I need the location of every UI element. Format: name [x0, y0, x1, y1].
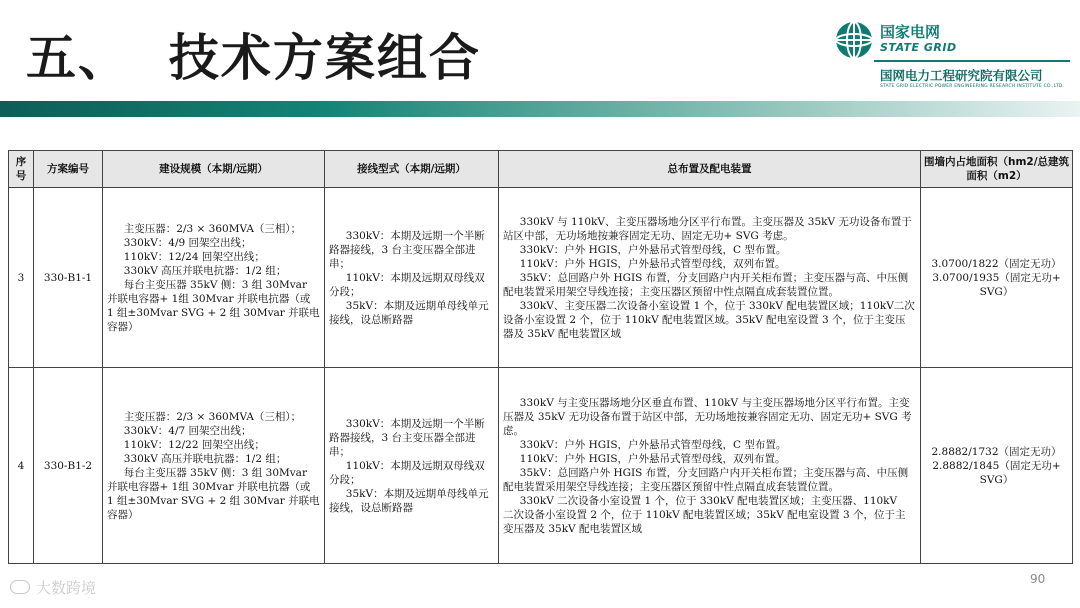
row-area — [921, 368, 1073, 564]
table-row — [9, 188, 1073, 368]
header-wiring: 接线型式（本期/远期） — [325, 151, 499, 188]
watermark-text: 大数跨境 — [36, 579, 97, 597]
layout-line: 二次设备小室设置 2 个，位于 110kV 配电装置区域；35kV 配电室设置 3 个，位于主变压器及 35kV 配电装置区域 — [503, 508, 906, 535]
layout-line: 110kV：户外 HGIS，户外悬吊式管型母线，双列布置。 — [519, 452, 786, 465]
layout-line: 330kV：户外 HGIS，户外悬吊式管型母线，C 型布置。 — [519, 243, 787, 256]
watermark-icon — [10, 580, 30, 594]
logo-institute-en-name: STATE GRID ELECTRIC POWER ENGINEERING RESEARCH INSTITUTE CO.,LTD. — [880, 84, 1065, 89]
layout-line: 330kV、主变压器二次设备小室设置 1 个，位于 330kV 配电装置区域；110kV二次设备小室设置 2 个，位于 110kV 配电装置区域。35kV 配电室设置 3 个，位于主变压器及 35kV 配电装置区域 — [503, 299, 915, 340]
page-number: 90 — [1030, 572, 1046, 586]
row-code: 330-B1-1 — [34, 188, 103, 368]
row-scale — [103, 188, 325, 368]
header-band — [0, 101, 1080, 117]
scale-line: 110kV：12/24 回架空出线； — [123, 250, 265, 263]
wiring-line: 35kV：本期及远期单母线单元接线，设总断路器 — [329, 299, 489, 326]
logo-institute-name: 国网电力工程研究院有限公司 — [880, 68, 1043, 83]
row-layout — [499, 368, 921, 564]
scale-line: 每台主变压器 35kV 侧：3 组 30Mvar 并联电容器+ 1组 30Mvar 并联电抗器（或 1 组±30Mvar SVG + 2 组 30Mvar 并联电容器） — [107, 466, 320, 521]
logo-cn-name: 国家电网 — [880, 23, 941, 41]
scale-line: 每台主变压器 35kV 侧：3 组 30Mvar 并联电容器+ 1组 30Mvar 并联电抗器（或 1 组±30Mvar SVG + 2 组 30Mvar 并联电容器） — [107, 278, 320, 333]
scale-line: 330kV 高压并联电抗器：1/2 组； — [123, 264, 287, 277]
area-line: 2.8882/1732（固定无功） — [931, 445, 1062, 458]
layout-line: 110kV：户外 HGIS，户外悬吊式管型母线，双列布置。 — [519, 257, 786, 270]
state-grid-globe-icon — [834, 20, 874, 60]
row-index: 3 — [9, 188, 34, 368]
layout-line: 330kV 二次设备小室设置 1 个，位于 330kV 配电装置区域；主变压器、110kV — [519, 494, 898, 507]
scale-line: 主变压器：2/3 × 360MVA（三相）； — [123, 222, 302, 235]
area-line: 3.0700/1822（固定无功） — [931, 257, 1062, 270]
layout-line: 35kV：总回路户外 HGIS 布置，分支回路户内开关柜布置；主变压器与高、中压侧配电装置采用架空导线连接；主变压器区预留中性点隔直成套装置位置。 — [503, 466, 909, 493]
row-scale — [103, 368, 325, 564]
header-area: 围墙内占地面积（hm2/总建筑面积（m2） — [921, 151, 1073, 188]
table-header-row — [9, 151, 1073, 188]
scale-line: 110kV：12/22 回架空出线； — [123, 438, 265, 451]
scale-line: 主变压器：2/3 × 360MVA（三相）； — [123, 410, 302, 423]
header-scale: 建设规模（本期/远期） — [103, 151, 325, 188]
layout-line: 330kV：户外 HGIS，户外悬吊式管型母线，C 型布置。 — [519, 438, 787, 451]
wiring-line: 35kV：本期及远期单母线单元接线，设总断路器 — [329, 487, 489, 514]
state-grid-logo — [834, 18, 1074, 98]
scheme-table — [8, 150, 1073, 564]
layout-line: 330kV 与主变压器场地分区垂直布置、110kV 与主变压器场地分区平行布置。主变压器及 35kV 无功设备布置于站区中部，无功场地按兼容固定无功、固定无功+ SVG 考虑。 — [503, 396, 912, 437]
scale-line: 330kV：4/9 回架空出线； — [123, 236, 252, 249]
header-index: 序号 — [9, 151, 34, 188]
header-code: 方案编号 — [34, 151, 103, 188]
row-code: 330-B1-2 — [34, 368, 103, 564]
row-area — [921, 188, 1073, 368]
area-line: 2.8882/1845（固定无功+ SVG） — [932, 459, 1061, 486]
header-layout: 总布置及配电装置 — [499, 151, 921, 188]
row-wiring — [325, 368, 499, 564]
wiring-line: 110kV：本期及远期双母线双分段； — [329, 271, 485, 298]
wiring-line: 330kV：本期及远期一个半断路器接线，3 台主变压器全部进串； — [329, 229, 485, 270]
row-index: 4 — [9, 368, 34, 564]
table-row — [9, 368, 1073, 564]
logo-divider — [874, 60, 1070, 62]
area-line: 3.0700/1935（固定无功+ SVG） — [932, 271, 1061, 298]
layout-line: 35kV：总回路户外 HGIS 布置，分支回路户内开关柜布置；主变压器与高、中压侧配电装置采用架空导线连接；主变压器区预留中性点隔直成套装置位置。 — [503, 271, 909, 298]
scale-line: 330kV：4/7 回架空出线； — [123, 424, 252, 437]
row-wiring — [325, 188, 499, 368]
page-title: 五、 技术方案组合 — [26, 29, 481, 87]
logo-en-name: STATE GRID — [880, 41, 957, 54]
watermark-logo — [10, 577, 96, 598]
wiring-line: 110kV：本期及远期双母线双分段； — [329, 459, 485, 486]
layout-line: 330kV 与 110kV、主变压器场地分区平行布置。主变压器及 35kV 无功设备布置于站区中部，无功场地按兼容固定无功、固定无功+ SVG 考虑。 — [503, 215, 912, 242]
wiring-line: 330kV：本期及远期一个半断路器接线，3 台主变压器全部进串； — [329, 417, 485, 458]
row-layout — [499, 188, 921, 368]
scale-line: 330kV 高压并联电抗器：1/2 组； — [123, 452, 287, 465]
